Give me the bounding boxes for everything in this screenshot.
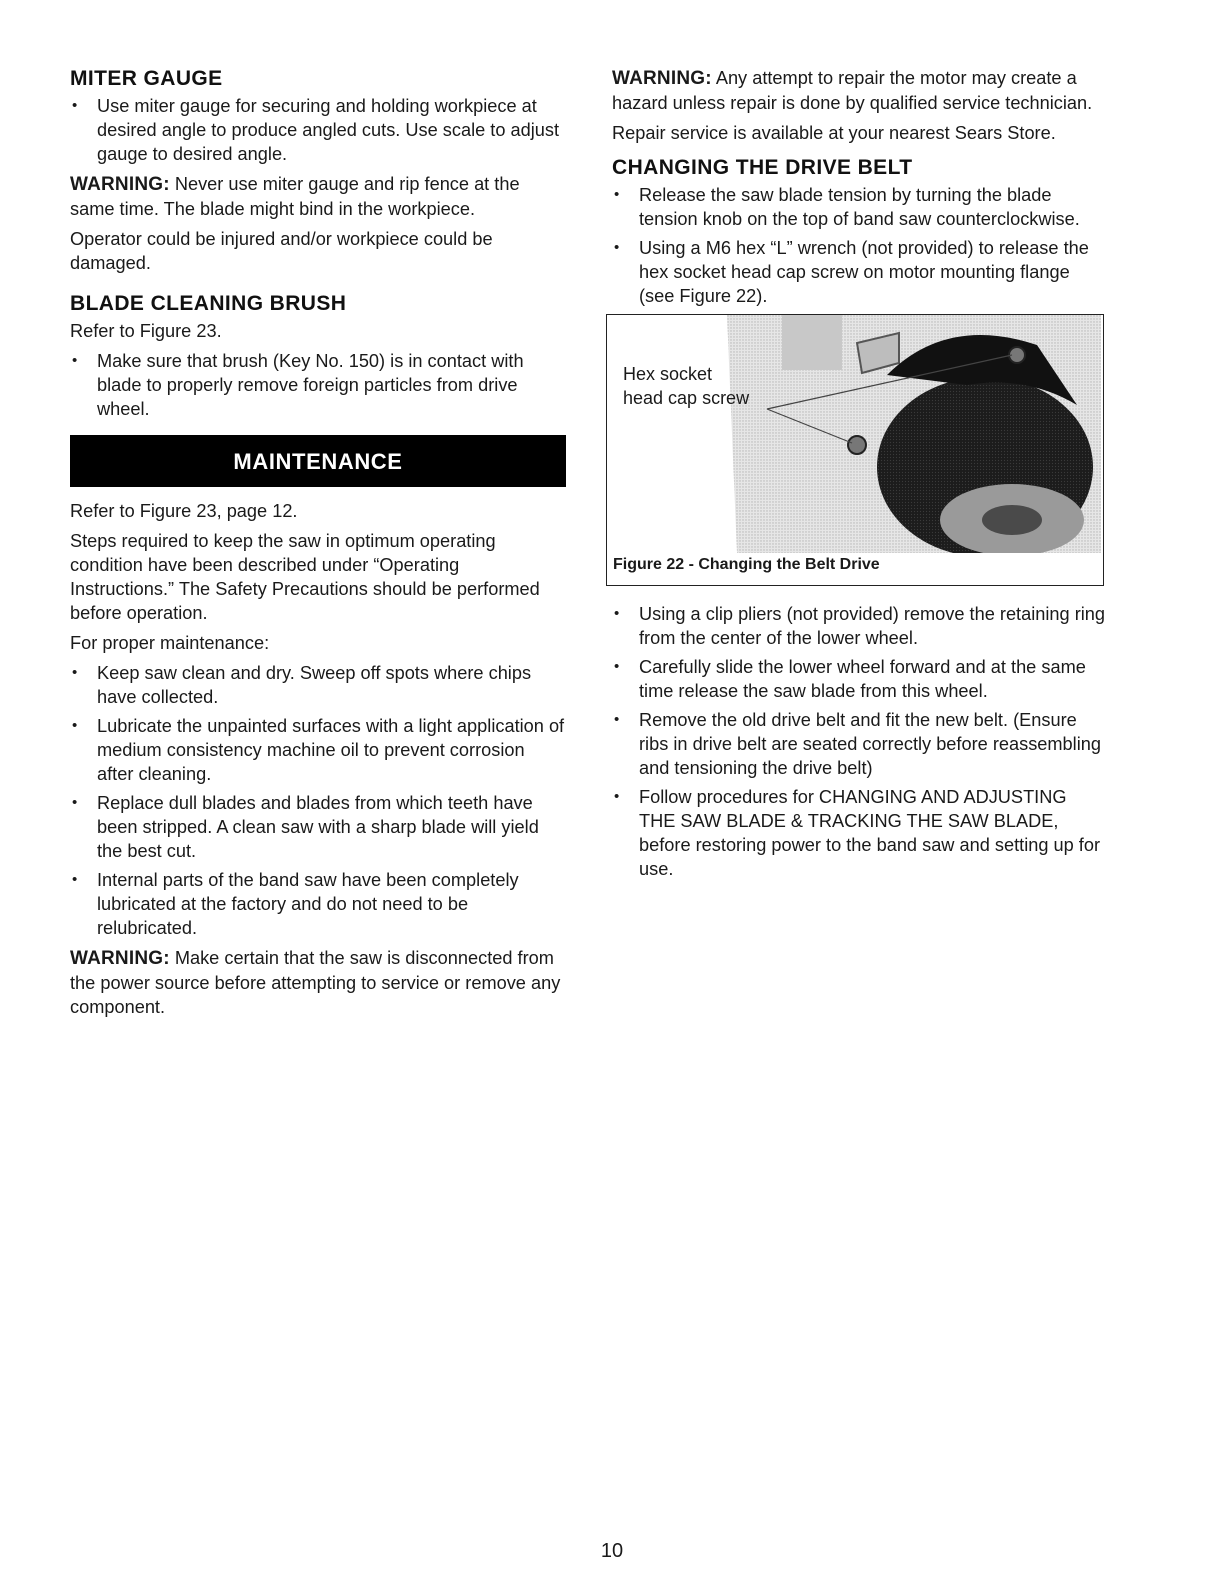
figure-22 bbox=[606, 314, 1104, 586]
figure-callout-label bbox=[623, 362, 749, 410]
list-item: • Lubricate the unpainted surfaces with a light application of medium consistency machine oil to prevent corrosion after cleaning. bbox=[70, 714, 566, 786]
list-item: • Keep saw clean and dry. Sweep off spots where chips have collected. bbox=[70, 661, 566, 709]
brush-refer: Refer to Figure 23. bbox=[70, 321, 222, 341]
figure-caption: Figure 22 - Changing the Belt Drive bbox=[613, 556, 880, 573]
screw-head bbox=[848, 436, 866, 454]
maintenance-list bbox=[70, 661, 566, 940]
miter-gauge-warning bbox=[70, 172, 566, 221]
miter-gauge-section bbox=[70, 66, 566, 275]
list-item: • Follow procedures for CHANGING AND ADJUSTING THE SAW BLADE & TRACKING THE SAW BLADE, before restoring power to the band saw and setting up for use. bbox=[612, 785, 1106, 881]
warning-label: WARNING: bbox=[70, 948, 170, 969]
list-item: • Internal parts of the band saw have been completely lubricated at the factory and do not need to be relubricated. bbox=[70, 868, 566, 940]
changing-drive-belt-heading: CHANGING THE DRIVE BELT bbox=[612, 156, 913, 179]
miter-gauge-list bbox=[70, 94, 566, 166]
list-item: • Using a M6 hex “L” wrench (not provided) to release the hex socket head cap screw on motor mounting flange (see Figure 22). bbox=[612, 236, 1106, 308]
changing-drive-belt-section bbox=[612, 155, 1106, 881]
repair-service-note: Repair service is available at your nearest Sears Store. bbox=[612, 123, 1056, 143]
motor-hub bbox=[982, 505, 1042, 535]
warning-label: WARNING: bbox=[612, 68, 712, 89]
list-item: • Make sure that brush (Key No. 150) is in contact with blade to properly remove foreign particles from drive wheel. bbox=[70, 349, 566, 421]
motor-repair-warning bbox=[612, 66, 1106, 115]
left-column bbox=[70, 66, 566, 1025]
maintenance-refer: Refer to Figure 23, page 12. bbox=[70, 501, 298, 521]
maintenance-warning bbox=[70, 946, 566, 1019]
maintenance-section bbox=[70, 499, 566, 1019]
maintenance-intro: Steps required to keep the saw in optimum operating condition have been described under “Operating Instructions.” The Safety Precautions should be performed before operation. bbox=[70, 531, 540, 623]
maintenance-lead: For proper maintenance: bbox=[70, 633, 270, 653]
list-item: • Replace dull blades and blades from which teeth have been stripped. A clean saw with a sharp blade will yield the best cut. bbox=[70, 791, 566, 863]
warning-text: Make certain that the saw is disconnected from the power source before attempting to service or remove any component. bbox=[70, 948, 561, 1017]
page-number: 10 bbox=[600, 1540, 624, 1562]
list-item: • Release the saw blade tension by turning the blade tension knob on the top of band saw counterclockwise. bbox=[612, 183, 1106, 231]
warning-label: WARNING: bbox=[70, 174, 170, 195]
miter-gauge-note: Operator could be injured and/or workpiece could be damaged. bbox=[70, 229, 493, 273]
warning-text: Never use miter gauge and rip fence at the same time. The blade might bind in the workpiece. bbox=[70, 174, 520, 219]
motor-photo bbox=[607, 315, 1101, 553]
drive-belt-list-top bbox=[612, 183, 1106, 308]
list-item: • Carefully slide the lower wheel forward and at the same time release the saw blade from this wheel. bbox=[612, 655, 1106, 703]
blade-cleaning-brush-heading: BLADE CLEANING BRUSH bbox=[70, 292, 347, 315]
brush-list bbox=[70, 349, 566, 421]
callout-line-2: head cap screw bbox=[623, 388, 750, 408]
maintenance-banner: MAINTENANCE bbox=[70, 435, 566, 487]
list-item: • Using a clip pliers (not provided) remove the retaining ring from the center of the lower wheel. bbox=[612, 602, 1106, 650]
photo-bracket bbox=[782, 315, 842, 370]
callout-line-1: Hex socket bbox=[623, 364, 713, 384]
list-item: • Use miter gauge for securing and holding workpiece at desired angle to produce angled cuts. Use scale to adjust gauge to desired angle. bbox=[70, 94, 566, 166]
blade-cleaning-brush-section bbox=[70, 291, 566, 421]
warning-text: Any attempt to repair the motor may create a hazard unless repair is done by qualified service technician. bbox=[612, 68, 1093, 113]
drive-belt-list-bottom bbox=[612, 602, 1106, 881]
right-column bbox=[612, 66, 1106, 887]
miter-gauge-heading: MITER GAUGE bbox=[70, 67, 223, 90]
list-item: • Remove the old drive belt and fit the new belt. (Ensure ribs in drive belt are seated correctly before reassembling and tensioning the drive belt) bbox=[612, 708, 1106, 780]
